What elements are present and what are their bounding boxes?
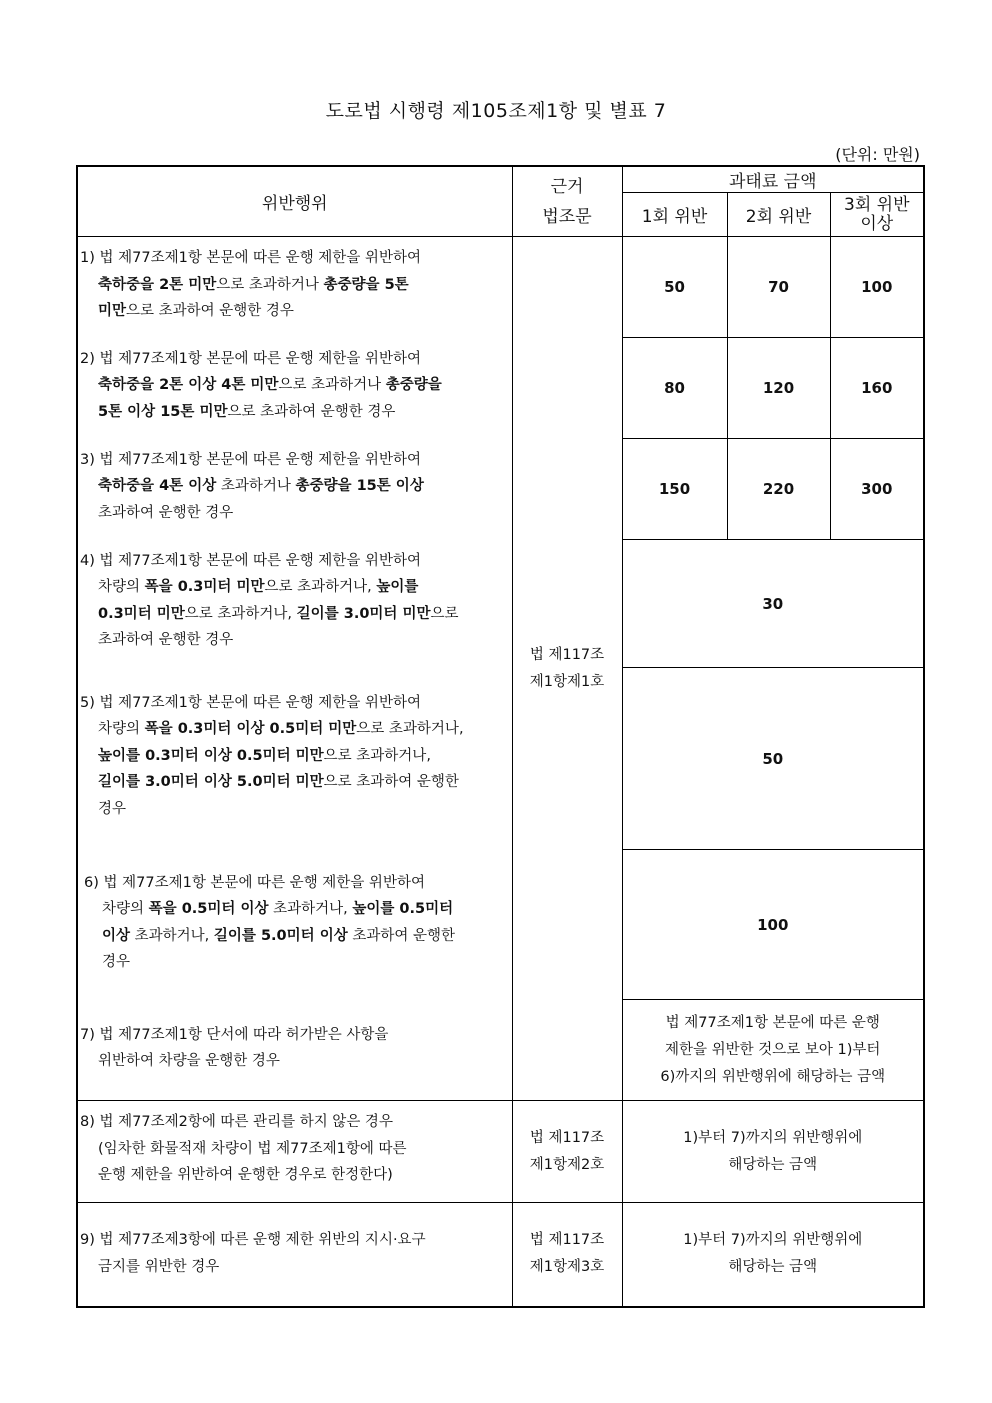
text: 으로 초과하거나, bbox=[264, 579, 377, 595]
text: 으로 초과하거나 bbox=[216, 276, 324, 293]
violation-line bbox=[84, 870, 512, 897]
violation-1 bbox=[77, 237, 512, 338]
violation-line bbox=[80, 346, 512, 373]
violation-line bbox=[80, 1254, 512, 1281]
violation-2 bbox=[77, 338, 512, 439]
violation-line bbox=[80, 1227, 512, 1254]
item-number: 3) bbox=[80, 451, 100, 468]
bold-text: 높이를 bbox=[376, 579, 419, 595]
violation-line bbox=[80, 796, 512, 823]
text: 초과하거나, bbox=[268, 901, 353, 917]
violation-line bbox=[84, 923, 512, 950]
text: 법 제77조제1항 본문에 따른 운행 제한을 위반하여 bbox=[99, 250, 421, 266]
text: 법 제77조제3항에 따른 운행 제한 위반의 지시·요구 bbox=[99, 1232, 426, 1248]
bold-text: 이상 bbox=[102, 927, 131, 944]
header-violation: 위반행위 bbox=[77, 166, 512, 237]
text: 차량의 bbox=[98, 579, 145, 595]
text: 초과하거나 bbox=[216, 478, 296, 494]
violation-line bbox=[84, 949, 512, 976]
fine-4: 30 bbox=[622, 540, 924, 668]
violation-line bbox=[80, 1109, 512, 1136]
fine-2-first: 80 bbox=[622, 338, 727, 439]
item-number: 7) bbox=[80, 1026, 100, 1043]
violation-9 bbox=[77, 1203, 512, 1307]
document-title: 도로법 시행령 제105조제1항 및 별표 7 bbox=[325, 100, 667, 122]
text: 법 제77조제1항 본문에 따른 운행 제한을 위반하여 bbox=[103, 874, 425, 891]
text: 운행 제한을 위반하여 운행한 경우로 한정한다) bbox=[98, 1167, 393, 1183]
bold-text: 길이를 3.0미터 이상 5.0미터 미만 bbox=[98, 774, 324, 790]
violation-line bbox=[80, 447, 512, 474]
text: 법 제77조제1항 본문에 따른 운행 제한을 위반하여 bbox=[99, 350, 421, 367]
violation-line bbox=[80, 548, 512, 575]
text: 으로 초과하여 운행한 bbox=[323, 774, 459, 790]
item-number: 1) bbox=[80, 250, 100, 266]
bold-text: 높이를 0.5미터 bbox=[352, 901, 454, 917]
violation-4 bbox=[77, 540, 512, 668]
text: 으로 초과하여 운행한 경우 bbox=[227, 403, 396, 420]
header-third: 3회 위반 이상 bbox=[830, 193, 924, 237]
violation-line bbox=[80, 743, 512, 770]
basis-8: 법 제117조 제1항제2호 bbox=[512, 1101, 622, 1203]
text: 법 제77조제1항 단서에 따라 허가받은 사항을 bbox=[99, 1026, 389, 1043]
text: 으로 초과하여 운행한 경우 bbox=[126, 303, 294, 319]
violation-line bbox=[80, 601, 512, 628]
violation-line bbox=[80, 716, 512, 743]
fine-1-first: 50 bbox=[622, 237, 727, 338]
item-number: 9) bbox=[80, 1232, 100, 1248]
violation-line bbox=[80, 372, 512, 399]
header-second: 2회 위반 bbox=[727, 193, 830, 237]
unit-label: (단위: 만원) bbox=[835, 145, 920, 164]
bold-text: 0.3미터 미만 bbox=[98, 605, 185, 622]
violation-3 bbox=[77, 439, 512, 540]
bold-text: 축하중을 4톤 이상 bbox=[98, 478, 217, 494]
header-first: 1회 위반 bbox=[622, 193, 727, 237]
bold-text: 총중량을 bbox=[385, 377, 442, 393]
fine-3-third: 300 bbox=[830, 439, 924, 540]
fine-3-second: 220 bbox=[727, 439, 830, 540]
violation-line bbox=[80, 245, 512, 272]
violation-7 bbox=[77, 1000, 512, 1101]
fine-1-second: 70 bbox=[727, 237, 830, 338]
text: 으로 bbox=[430, 605, 459, 622]
text: 법 제77조제1항 본문에 따른 운행 제한을 위반하여 bbox=[99, 694, 421, 711]
fine-table bbox=[76, 165, 925, 1308]
text: 으로 초과하거나 bbox=[278, 377, 386, 393]
text: 초과하여 운행한 bbox=[347, 927, 456, 944]
item-number: 5) bbox=[80, 694, 100, 711]
bold-text: 폭을 0.3미터 미만 bbox=[144, 579, 265, 595]
fine-1-third: 100 bbox=[830, 237, 924, 338]
bold-text: 5톤 이상 15톤 미만 bbox=[98, 403, 228, 420]
text: 차량의 bbox=[102, 901, 149, 917]
violation-line bbox=[80, 574, 512, 601]
violation-line bbox=[84, 896, 512, 923]
text: 으로 초과하거나, bbox=[184, 605, 297, 622]
bold-text: 높이를 0.3미터 이상 0.5미터 미만 bbox=[98, 747, 324, 764]
text: 법 제77조제1항 본문에 따른 운행 제한을 위반하여 bbox=[99, 451, 421, 468]
basis-9: 법 제117조 제1항제3호 bbox=[512, 1203, 622, 1307]
text: 초과하여 운행한 경우 bbox=[98, 504, 234, 521]
header-fine-amount: 과태료 금액 bbox=[622, 166, 924, 193]
bold-text: 총중량을 15톤 이상 bbox=[295, 478, 424, 494]
text: 초과하여 운행한 경우 bbox=[98, 632, 234, 648]
item-number: 2) bbox=[80, 350, 100, 367]
violation-line bbox=[80, 272, 512, 299]
bold-text: 축하중을 2톤 이상 4톤 미만 bbox=[98, 377, 279, 393]
text: 법 제77조제2항에 따른 관리를 하지 않은 경우 bbox=[99, 1114, 393, 1130]
text: 으로 초과하거나, bbox=[356, 721, 464, 737]
item-number: 8) bbox=[80, 1114, 100, 1130]
bold-text: 총중량을 5톤 bbox=[323, 276, 409, 293]
item-number: 4) bbox=[80, 552, 100, 569]
violation-line bbox=[80, 1162, 512, 1189]
fine-2-third: 160 bbox=[830, 338, 924, 439]
shared-basis: 법 제117조 제1항제1호 bbox=[512, 237, 622, 1101]
violation-8 bbox=[77, 1101, 512, 1203]
item-number: 6) bbox=[84, 874, 104, 891]
bold-text: 미만 bbox=[98, 303, 127, 319]
violation-5 bbox=[77, 668, 512, 850]
header-basis: 근거 법조문 bbox=[512, 166, 622, 237]
bold-text: 길이를 3.0미터 미만 bbox=[296, 605, 431, 622]
fine-5: 50 bbox=[622, 668, 924, 850]
text: 으로 초과하거나, bbox=[323, 747, 431, 764]
fine-8-note: 1)부터 7)까지의 위반행위에 해당하는 금액 bbox=[622, 1101, 924, 1203]
fine-7-note: 법 제77조제1항 본문에 따른 운행 제한을 위반한 것으로 보아 1)부터 6)까지의 위반행위에 해당하는 금액 bbox=[622, 1000, 924, 1101]
text: 초과하거나, bbox=[130, 927, 214, 944]
bold-text: 축하중을 2톤 미만 bbox=[98, 276, 217, 293]
text: 차량의 bbox=[98, 721, 145, 737]
violation-line bbox=[80, 500, 512, 527]
violation-line bbox=[80, 473, 512, 500]
bold-text: 폭을 0.5미터 이상 bbox=[148, 901, 269, 917]
violation-line bbox=[80, 690, 512, 717]
bold-text: 길이를 5.0미터 이상 bbox=[213, 927, 348, 944]
violation-line bbox=[80, 1136, 512, 1163]
violation-line bbox=[80, 399, 512, 426]
violation-line bbox=[80, 627, 512, 654]
fine-2-second: 120 bbox=[727, 338, 830, 439]
text: 위반하여 차량을 운행한 경우 bbox=[98, 1053, 280, 1069]
violation-line bbox=[80, 769, 512, 796]
bold-text: 폭을 0.3미터 이상 0.5미터 미만 bbox=[144, 721, 357, 737]
fine-9-note: 1)부터 7)까지의 위반행위에 해당하는 금액 bbox=[622, 1203, 924, 1307]
text: 금지를 위반한 경우 bbox=[98, 1258, 220, 1275]
text: 법 제77조제1항 본문에 따른 운행 제한을 위반하여 bbox=[99, 552, 421, 569]
violation-line bbox=[80, 1048, 512, 1075]
text: 경우 bbox=[102, 954, 131, 970]
text: (임차한 화물적재 차량이 법 제77조제1항에 따른 bbox=[98, 1140, 407, 1157]
text: 경우 bbox=[98, 800, 127, 817]
fine-6: 100 bbox=[622, 850, 924, 1000]
violation-line bbox=[80, 1022, 512, 1049]
violation-line bbox=[80, 298, 512, 325]
fine-3-first: 150 bbox=[622, 439, 727, 540]
violation-6 bbox=[77, 850, 512, 1000]
